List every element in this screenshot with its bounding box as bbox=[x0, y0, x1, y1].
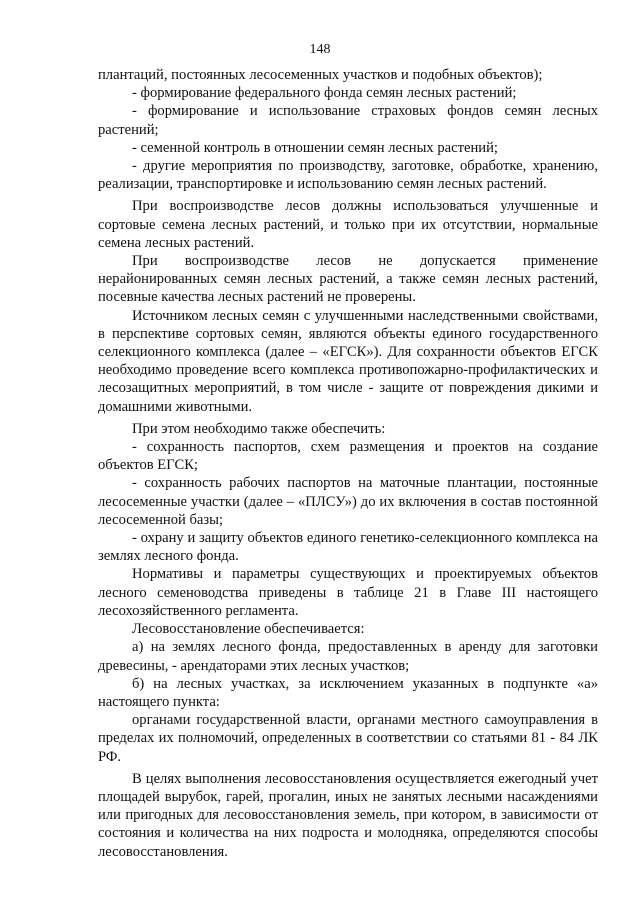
paragraph-p3: - формирование и использование страховых фондов семян лесных растений; bbox=[98, 103, 598, 138]
paragraph-p6: При воспроизводстве лесов должны использоваться улучшенные и сортовые семена лесных растений, и только при их отсутствии, нормальные семена лесных растений. bbox=[98, 198, 598, 251]
paragraph-p17: органами государственной власти, органами местного самоуправления в пределах их полномочий, определенных в соответствии со статьями 81 - 84 ЛК РФ. bbox=[98, 712, 598, 765]
paragraph-p11: - сохранность рабочих паспортов на маточные плантации, постоянные лесосеменные участки (далее – «ПЛСУ») до их включения в состав постоянной лесосеменной базы; bbox=[98, 475, 598, 528]
paragraph-p12: - охрану и защиту объектов единого генетико-селекционного комплекса на землях лесного фонда. bbox=[98, 530, 598, 565]
paragraph-p10: - сохранность паспортов, схем размещения и проектов на создание объектов ЕГСК; bbox=[98, 439, 598, 474]
paragraph-p8: Источником лесных семян с улучшенными наследственными свойствами, в перспективе сортовых семян, являются объекты единого государственного селекционного комплекса (далее – «ЕГСК»). Для сохранности объектов ЕГСК необходимо проведение всего комплекса противопожарно-профилактических и лесозащитных мероприятий, в том числе - защите от повреждения дикими и домашними животными. bbox=[98, 307, 598, 415]
paragraph-p15: а) на землях лесного фонда, предоставленных в аренду для заготовки древесины, - арендаторами этих лесных участков; bbox=[98, 639, 598, 674]
paragraph-p2: - формирование федерального фонда семян лесных растений; bbox=[132, 85, 517, 102]
page-number: 148 bbox=[309, 42, 331, 57]
paragraph-p13: Нормативы и параметры существующих и проектируемых объектов лесного семеноводства приведены в таблице 21 в Главе III настоящего лесохозяйственного регламента. bbox=[98, 566, 598, 619]
paragraph-p7: При воспроизводстве лесов не допускается применение нерайонированных семян лесных растений, а также семян лесных растений, посевные качества лесных растений не проверены. bbox=[98, 253, 598, 306]
paragraph-p16: б) на лесных участках, за исключением указанных в подпункте «а» настоящего пункта: bbox=[98, 675, 598, 710]
document-body bbox=[98, 66, 598, 861]
paragraph-p18: В целях выполнения лесовосстановления осуществляется ежегодный учет площадей вырубок, гарей, прогалин, иных не занятых лесными насаждениями или пригодных для лесовосстановления земель, при котором, в зависимости от состояния и количества на них подроста и молодняка, определяются способы лесовосстановления. bbox=[98, 770, 598, 860]
paragraph-p9: При этом необходимо также обеспечить: bbox=[132, 420, 386, 437]
paragraph-p14: Лесовосстановление обеспечивается: bbox=[132, 621, 365, 638]
paragraph-p1: плантаций, постоянных лесосеменных участков и подобных объектов); bbox=[98, 67, 543, 83]
paragraph-p5: - другие мероприятия по производству, заготовке, обработке, хранению, реализации, транспортировке и использованию семян лесных растений. bbox=[98, 158, 598, 193]
paragraph-p4: - семенной контроль в отношении семян лесных растений; bbox=[132, 139, 498, 156]
